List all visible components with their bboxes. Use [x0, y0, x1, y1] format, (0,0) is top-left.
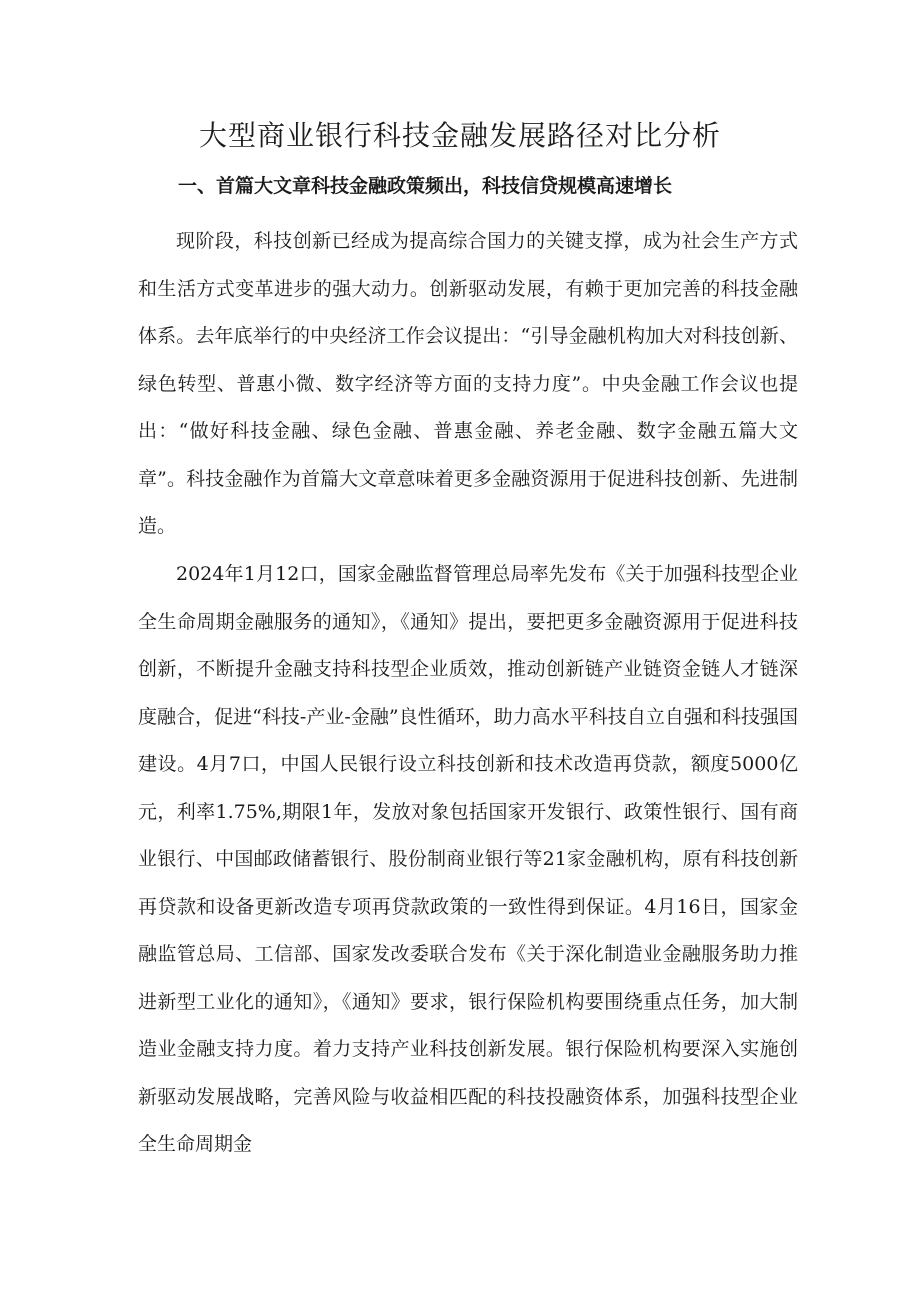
body-paragraph: 现阶段，科技创新已经成为提高综合国力的关键支撑，成为社会生产方式和生活方式变革进步的强大动力。创新驱动发展，有赖于更加完善的科技金融体系。去年底举行的中央经济工作会议提出：“引导金融机构加大对科技创新、绿色转型、普惠小微、数字经济等方面的支持力度”。中央金融工作会议也提出：“做好科技金融、绿色金融、普惠金融、养老金融、数字金融五篇大文章”。科技金融作为首篇大文章意味着更多金融资源用于促进科技创新、先进制造。	[138, 230, 798, 537]
document-title: 大型商业银行科技金融发展路径对比分析	[198, 119, 721, 152]
section-heading: 一、首篇大文章科技金融政策频出，科技信贷规模高速增长	[178, 175, 673, 197]
body-paragraph: 2024年1月12口，国家金融监督管理总局率先发布《关于加强科技型企业全生命周期金融服务的通知》，《通知》提出，要把更多金融资源用于促进科技创新，不断提升金融支持科技型企业质效，推动创新链产业链资金链人才链深度融合，促进“科技-产业-金融”良性循环，助力高水平科技自立自强和科技强国建设。4月7口，中国人民银行设立科技创新和技术改造再贷款，额度5000亿元，利率1.75%,期限1年，发放对象包括国家开发银行、政策性银行、国有商业银行、中国邮政储蓄银行、股份制商业银行等21家金融机构，原有科技创新再贷款和设备更新改造专项再贷款政策的一致性得到保证。4月16日，国家金融监管总局、工信部、国家发改委联合发布《关于深化制造业金融服务助力推进新型工业化的通知》，《通知》要求，银行保险机构要围绕重点任务，加大制造业金融支持力度。着力支持产业科技创新发展。银行保险机构要深入实施创新驱动发展战略，完善风险与收益相匹配的科技投融资体系，加强科技型企业全生命周期金	[138, 563, 798, 1155]
